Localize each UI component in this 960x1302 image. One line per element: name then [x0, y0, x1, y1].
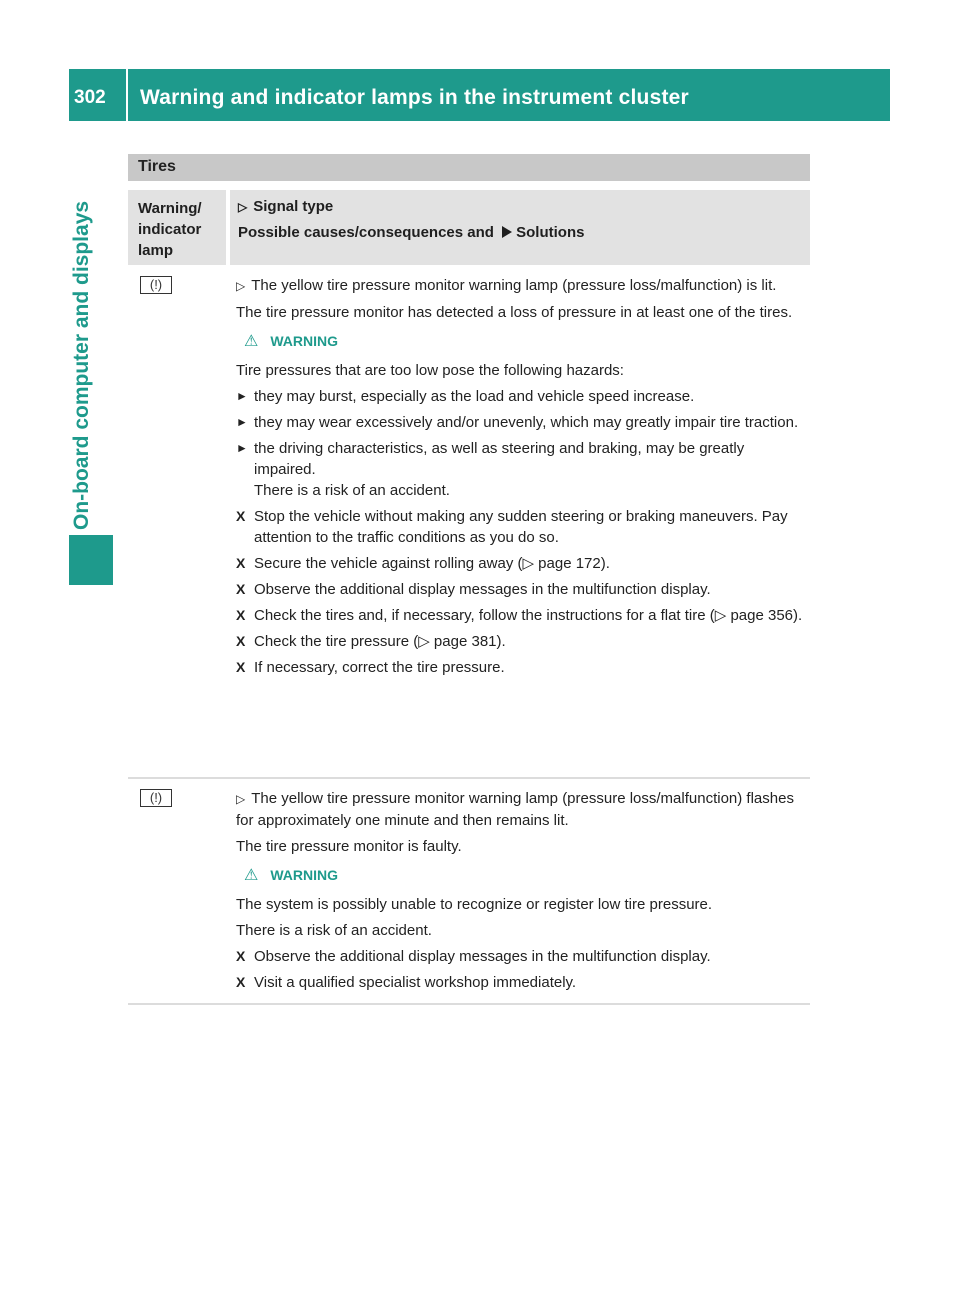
step-item: X Stop the vehicle without making any sudden steering or braking maneuvers. Pay attention to the traffic conditions as you do so.: [236, 508, 788, 546]
signal-type-header: ▷ Signal type: [238, 198, 334, 215]
section-title-bar: [128, 154, 810, 181]
tire-pressure-warning-icon: (!): [140, 789, 172, 807]
step-item: X If necessary, correct the tire pressure.: [236, 659, 505, 676]
tire-pressure-warning-icon: (!): [140, 276, 172, 294]
warning-triangle-icon: ⚠: [244, 333, 259, 350]
section-title: Tires: [138, 158, 176, 175]
page-number: 302: [74, 87, 106, 108]
signal-arrow-icon: ▷: [238, 200, 248, 214]
step-item: X Observe the additional display messages in the multifunction display.: [236, 948, 711, 965]
list-item: ► they may burst, especially as the load and vehicle speed increase.: [236, 388, 695, 405]
solution-arrow-icon: [502, 226, 512, 238]
signal-arrow-icon: ▷: [236, 279, 246, 293]
list-item: ► they may wear excessively and/or unevenly, which may greatly impair tire traction.: [236, 414, 799, 431]
row-separator: [128, 777, 810, 779]
risk-text: There is a risk of an accident.: [254, 482, 450, 499]
step-item: X Visit a qualified specialist workshop immediately.: [236, 974, 577, 991]
row-separator: [128, 1003, 810, 1005]
table-row: [236, 275, 808, 683]
column-header-signal: [230, 190, 810, 265]
step-item: X Secure the vehicle against rolling away (▷ page 172).: [236, 555, 610, 572]
signal-text: ▷ The yellow tire pressure monitor warning lamp (pressure loss/malfunction) flashes for approximately one minute and then remains lit.: [236, 790, 794, 829]
warning-heading: ⚠ WARNING: [244, 333, 339, 350]
cause-text: The tire pressure monitor has detected a loss of pressure in at least one of the tires.: [236, 304, 793, 321]
column-header-lamp-label: Warning/ indicator lamp: [138, 200, 202, 259]
risk-text: There is a risk of an accident.: [236, 922, 432, 939]
step-item: X Check the tire pressure (▷ page 381).: [236, 633, 506, 650]
list-item: ► the driving characteristics, as well as steering and braking, may be greatly impaired. There is a risk of an accident.: [236, 440, 745, 499]
table-row: [236, 788, 808, 998]
warning-heading: ⚠ WARNING: [244, 867, 339, 884]
column-header-lamp: [128, 190, 226, 265]
cause-text: The tire pressure monitor is faulty.: [236, 838, 462, 855]
warning-intro: Tire pressures that are too low pose the following hazards:: [236, 362, 624, 379]
step-item: X Observe the additional display messages in the multifunction display.: [236, 581, 711, 598]
warning-triangle-icon: ⚠: [244, 867, 259, 884]
signal-arrow-icon: ▷: [236, 792, 246, 806]
warning-intro: The system is possibly unable to recognize or register low tire pressure.: [236, 896, 713, 913]
side-tab-block: [69, 535, 113, 585]
signal-text: ▷ The yellow tire pressure monitor warning lamp (pressure loss/malfunction) is lit.: [236, 275, 808, 297]
header-divider: [126, 69, 128, 121]
side-tab-label: On-board computer and displays: [70, 200, 93, 530]
page-title: Warning and indicator lamps in the instrument cluster: [140, 86, 689, 109]
causes-solutions-header: Possible causes/consequences and Solutions: [238, 224, 585, 241]
step-item: X Check the tires and, if necessary, follow the instructions for a flat tire (▷ page 356).: [236, 607, 803, 624]
